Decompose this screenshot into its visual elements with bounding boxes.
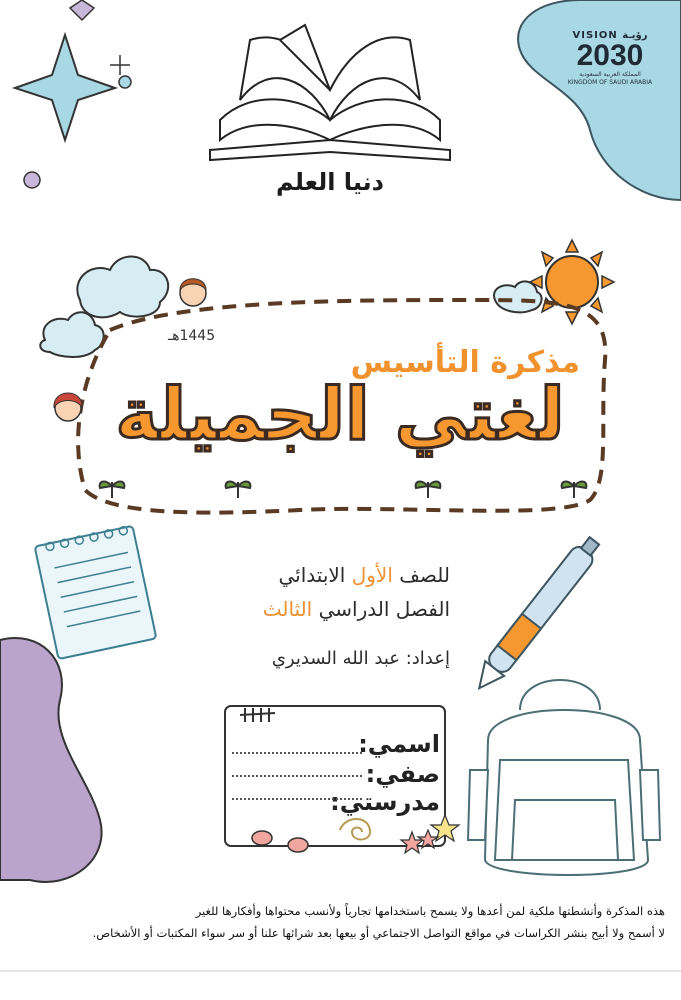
brand-name: دنيا العلم — [276, 168, 384, 196]
name-field[interactable] — [232, 752, 362, 754]
vision-country-en: KINGDOM OF SAUDI ARABIA — [567, 79, 653, 86]
girl-avatar-icon — [54, 393, 82, 421]
sprout-icon — [100, 482, 587, 498]
grade-suffix: الابتدائي — [278, 563, 352, 587]
school-field[interactable] — [232, 798, 362, 800]
vision-country-ar: المملكة العربية السعودية — [579, 71, 641, 78]
copyright-line-2: لا أسمح ولا أبيح بنشر الكراسات في مواقع التواصل الاجتماعي أو بيعها بعد شرائها علنا أو سر سواء المكتبات أو الأشخاص. — [92, 926, 665, 940]
class-label: صفي: — [365, 760, 440, 788]
vision-label: VISION رؤيـة — [572, 30, 648, 41]
bottom-divider — [0, 970, 681, 972]
school-label: مدرستي: — [330, 788, 440, 816]
copyright-line-1: هذه المذكرة وأنشطتها ملكية لمن أعدها ولا يسمح باستخدامها تجارياً ولأنسب محتواها وأفكارها للغير — [195, 904, 665, 918]
cloud-icon — [77, 257, 168, 318]
vision-year: 2030 — [576, 39, 644, 72]
backpack-icon — [468, 680, 660, 875]
vision-2030-logo — [560, 30, 660, 87]
grade-line — [200, 563, 450, 587]
name-label: اسمي: — [358, 730, 440, 758]
cloud-icon — [494, 281, 542, 312]
sparkle-icon — [15, 35, 115, 140]
purple-blob — [0, 638, 102, 882]
cover-title: لغتي الجميلة — [115, 372, 565, 456]
notebook-icon — [34, 525, 156, 659]
term-prefix: الفصل الدراسي — [312, 597, 450, 621]
cover-subtitle: مذكرة التأسيس — [350, 345, 580, 380]
author-line: إعداد: عبد الله السديري — [271, 648, 450, 669]
hijri-year: 1445هـ — [168, 328, 216, 344]
boy-avatar-icon — [180, 279, 206, 306]
term-line — [180, 597, 450, 621]
cloud-icon — [40, 312, 103, 357]
grade-prefix: للصف — [392, 563, 450, 587]
term-highlight: الثالث — [262, 597, 313, 621]
sun-icon — [530, 240, 614, 324]
pen-icon — [470, 533, 604, 695]
copyright-notice — [20, 900, 665, 944]
grade-highlight: الأول — [351, 563, 393, 587]
class-field[interactable] — [232, 775, 362, 777]
open-book-icon — [210, 25, 450, 160]
